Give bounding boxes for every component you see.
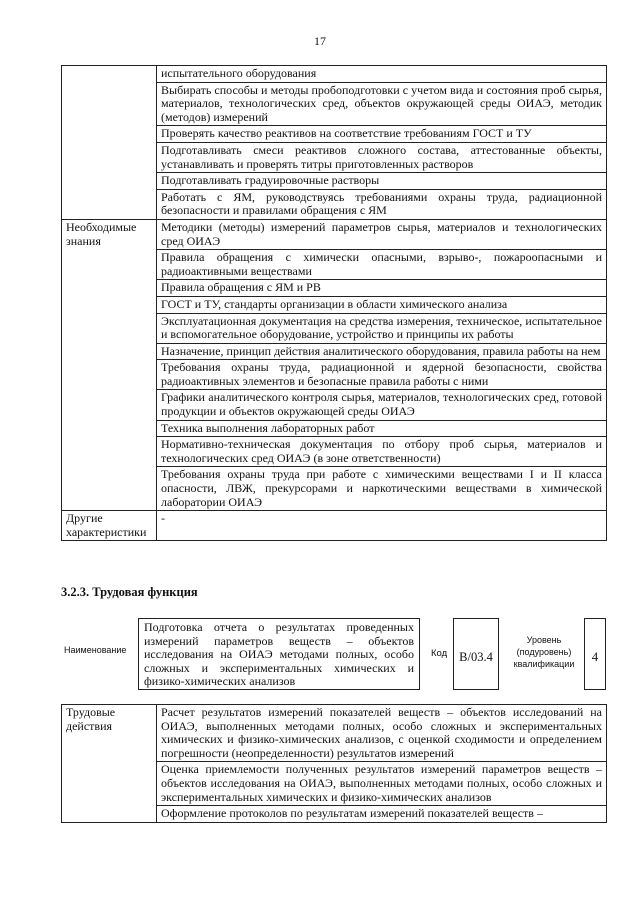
skill-row: Подготавливать смеси реактивов сложного состава, аттестованные объекты, устанавливать и проверять титры приготовленных растворов	[157, 142, 607, 172]
level-label: Уровень (подуровень) квалификации	[513, 635, 575, 669]
competency-table	[61, 65, 607, 541]
knowledge-row: Правила обращения с ЯМ и РВ	[157, 280, 607, 297]
knowledge-row: Требования охраны труда, радиационной и ядерной безопасности, свойства радиоактивных элементов и безопасные правила работы с ними	[157, 360, 607, 390]
knowledge-row: Требования охраны труда при работе с химическими веществами I и II класса опасности, ЛВЖ, прекурсорами и наркотическими веществами в химической лаборатории ОИАЭ	[157, 467, 607, 511]
knowledge-row: Методики (методы) измерений параметров сырья, материалов и технологических сред ОИАЭ	[157, 219, 607, 249]
level-value: 4	[584, 618, 606, 690]
knowledge-row: Назначение, принцип действия аналитического оборудования, правила работы на нем	[157, 343, 607, 360]
knowledge-row: Графики аналитического контроля сырья, материалов, технологических сред, готовой продукции и объектов окружающей среды ОИАЭ	[157, 390, 607, 420]
actions-label: Трудовые действия	[62, 705, 157, 823]
other-label: Другие характеристики	[62, 511, 157, 541]
labor-actions-table	[61, 704, 607, 823]
knowledge-row: Нормативно-техническая документация по отбору проб сырья, материалов и технологических сред ОИАЭ (в зоне ответственности)	[157, 437, 607, 467]
section-heading: 3.2.3. Трудовая функция	[61, 585, 198, 599]
action-row: Оценка приемлемости полученных результатов измерений параметров веществ – объектов исследования на ОИАЭ, выполненных методами полных, особо сложных и экспериментальных химических и физико-химических анализов	[157, 762, 607, 806]
knowledge-label: Необходимые знания	[62, 219, 157, 510]
skill-row: Выбирать способы и методы пробоподготовки с учетом вида и состояния проб сырья, материалов, технологических сред, объектов окружающей среды ОИАЭ, методик (методов) измерений	[157, 82, 607, 126]
other-value: -	[157, 511, 607, 541]
knowledge-row: Правила обращения с химически опасными, взрыво-, пожароопасными и радиоактивными веществами	[157, 250, 607, 280]
knowledge-row: Техника выполнения лабораторных работ	[157, 420, 607, 437]
skill-row: испытательного оборудования	[157, 66, 607, 83]
function-name: Подготовка отчета о результатах проведенных измерений параметров веществ – объектов исследования на ОИАЭ методами полных, особо сложных и экспериментальных химических и физико-химических анализов	[138, 618, 420, 690]
skill-row: Работать с ЯМ, руководствуясь требованиями охраны труда, радиационной безопасности и правилами обращения с ЯМ	[157, 189, 607, 219]
action-row: Оформление протоколов по результатам измерений показателей веществ –	[157, 806, 607, 823]
code-label: Код	[431, 648, 448, 659]
skill-row: Проверять качество реактивов на соответствие требованиям ГОСТ и ТУ	[157, 126, 607, 143]
knowledge-row: ГОСТ и ТУ, стандарты организации в области химического анализа	[157, 296, 607, 313]
knowledge-row: Эксплуатационная документация на средства измерения, техническое, испытательное и вспомогательное оборудование, устройство и принципы их работы	[157, 313, 607, 343]
code-value: В/03.4	[453, 618, 499, 690]
skill-row: Подготавливать градуировочные растворы	[157, 173, 607, 190]
skills-label-cell	[62, 66, 157, 220]
page-number: 17	[314, 34, 326, 48]
name-label: Наименование	[64, 645, 127, 655]
action-row: Расчет результатов измерений показателей веществ – объектов исследований на ОИАЭ, выполненных методами полных, особо сложных и экспериментальных химических и физико-химических анализов, с оценкой сходимости и определением погрешности (неопределенности) результатов измерений	[157, 705, 607, 762]
